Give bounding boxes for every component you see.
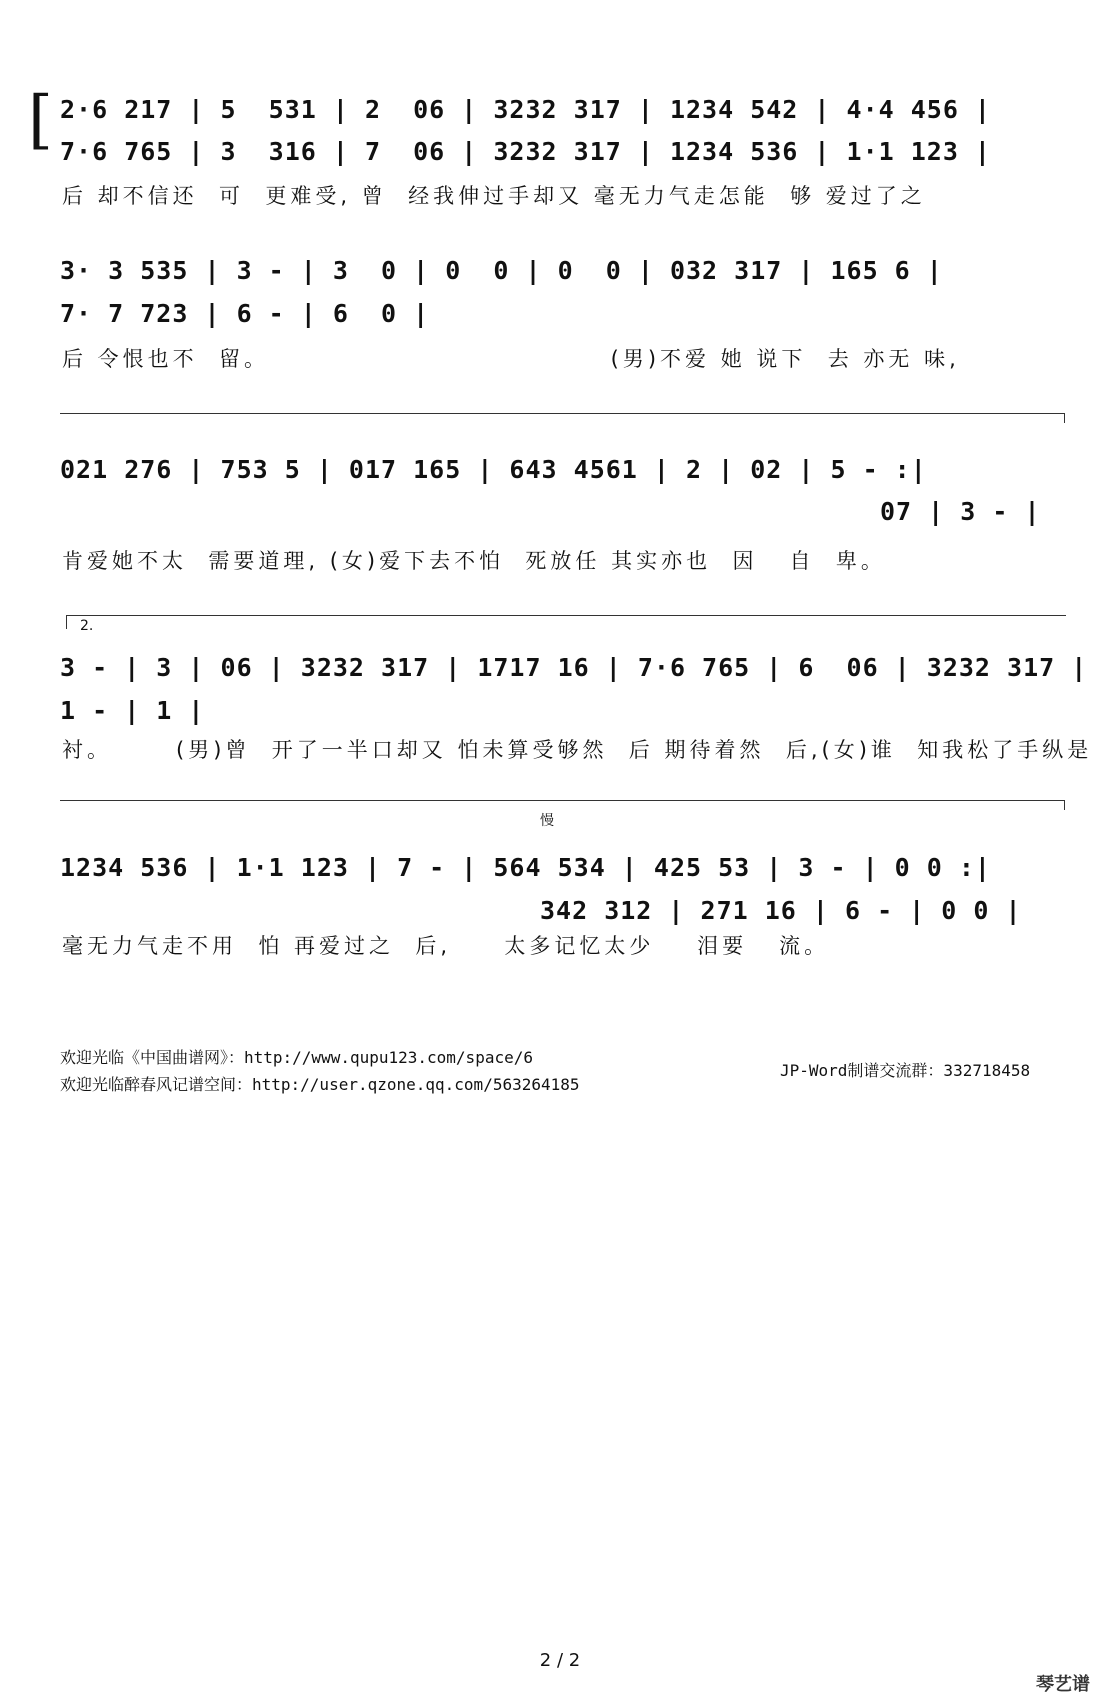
upper-staff: 3· 3 535 | 3 - | 3 0 | 0 0 | 0 0 | 032 317 | 165 6 | [60,255,943,285]
footer-line-1: 欢迎光临《中国曲谱网》：http://www.qupu123.com/space/6 [60,1048,533,1067]
lower-staff: 7·6 765 | 3 316 | 7 06 | 3232 317 | 1234 536 | 1·1 123 | [60,136,991,166]
tempo-mark: 慢 [540,813,554,829]
staff-top-line [60,413,1065,414]
page-number: 2 / 2 [539,1650,581,1671]
staff-end-tick [1064,800,1065,810]
footer-right: JP-Word制谱交流群：332718458 [780,1061,1031,1080]
site-logo: 琴艺谱 [1036,1674,1090,1695]
lyrics: 衬。 (男)曾 开了一半口却又 怕未算受够然 后 期待着然 后,(女)谁 知我松了手纵是 [62,738,1093,762]
lower-staff: 7· 7 723 | 6 - | 6 0 | [60,298,430,328]
footer-line-2: 欢迎光临醉春风记谱空间：http://user.qzone.qq.com/563264185 [60,1075,580,1094]
staff-end-tick [1064,413,1065,423]
upper-staff: 1234 536 | 1·1 123 | 7 - | 564 534 | 425 53 | 3 - | 0 0 :| [60,852,991,882]
lyrics: 后 却不信还 可 更难受, 曾 经我伸过手却又 毫无力气走怎能 够 爱过了之 [62,184,926,208]
lyrics: 后 令恨也不 留。 (男)不爱 她 说下 去 亦无 味, [62,347,960,371]
volta-label: 2. [80,618,94,634]
lower-staff: 342 312 | 271 16 | 6 - | 0 0 | [540,895,1022,925]
upper-staff: 3 - | 3 | 06 | 3232 317 | 1717 16 | 7·6 765 | 6 06 | 3232 317 | [60,652,1088,682]
system-bracket: [ [28,83,53,157]
lyrics: 肯爱她不太 需要道理, (女)爱下去不怕 死放任 其实亦也 因 自 卑。 [62,549,886,573]
volta-line [66,615,1066,616]
lower-staff: 1 - | 1 | [60,695,205,725]
lower-staff: 07 | 3 - | [880,496,1041,526]
lyrics: 毫无力气走不用 怕 再爱过之 后, 太多记忆太少 泪要 流。 [62,934,830,958]
upper-staff: 021 276 | 753 5 | 017 165 | 643 4561 | 2 | 02 | 5 - :| [60,454,927,484]
upper-staff: 2·6 217 | 5 531 | 2 06 | 3232 317 | 1234 542 | 4·4 456 | [60,94,991,124]
volta-tick [66,615,67,629]
staff-top-line [60,800,1065,801]
